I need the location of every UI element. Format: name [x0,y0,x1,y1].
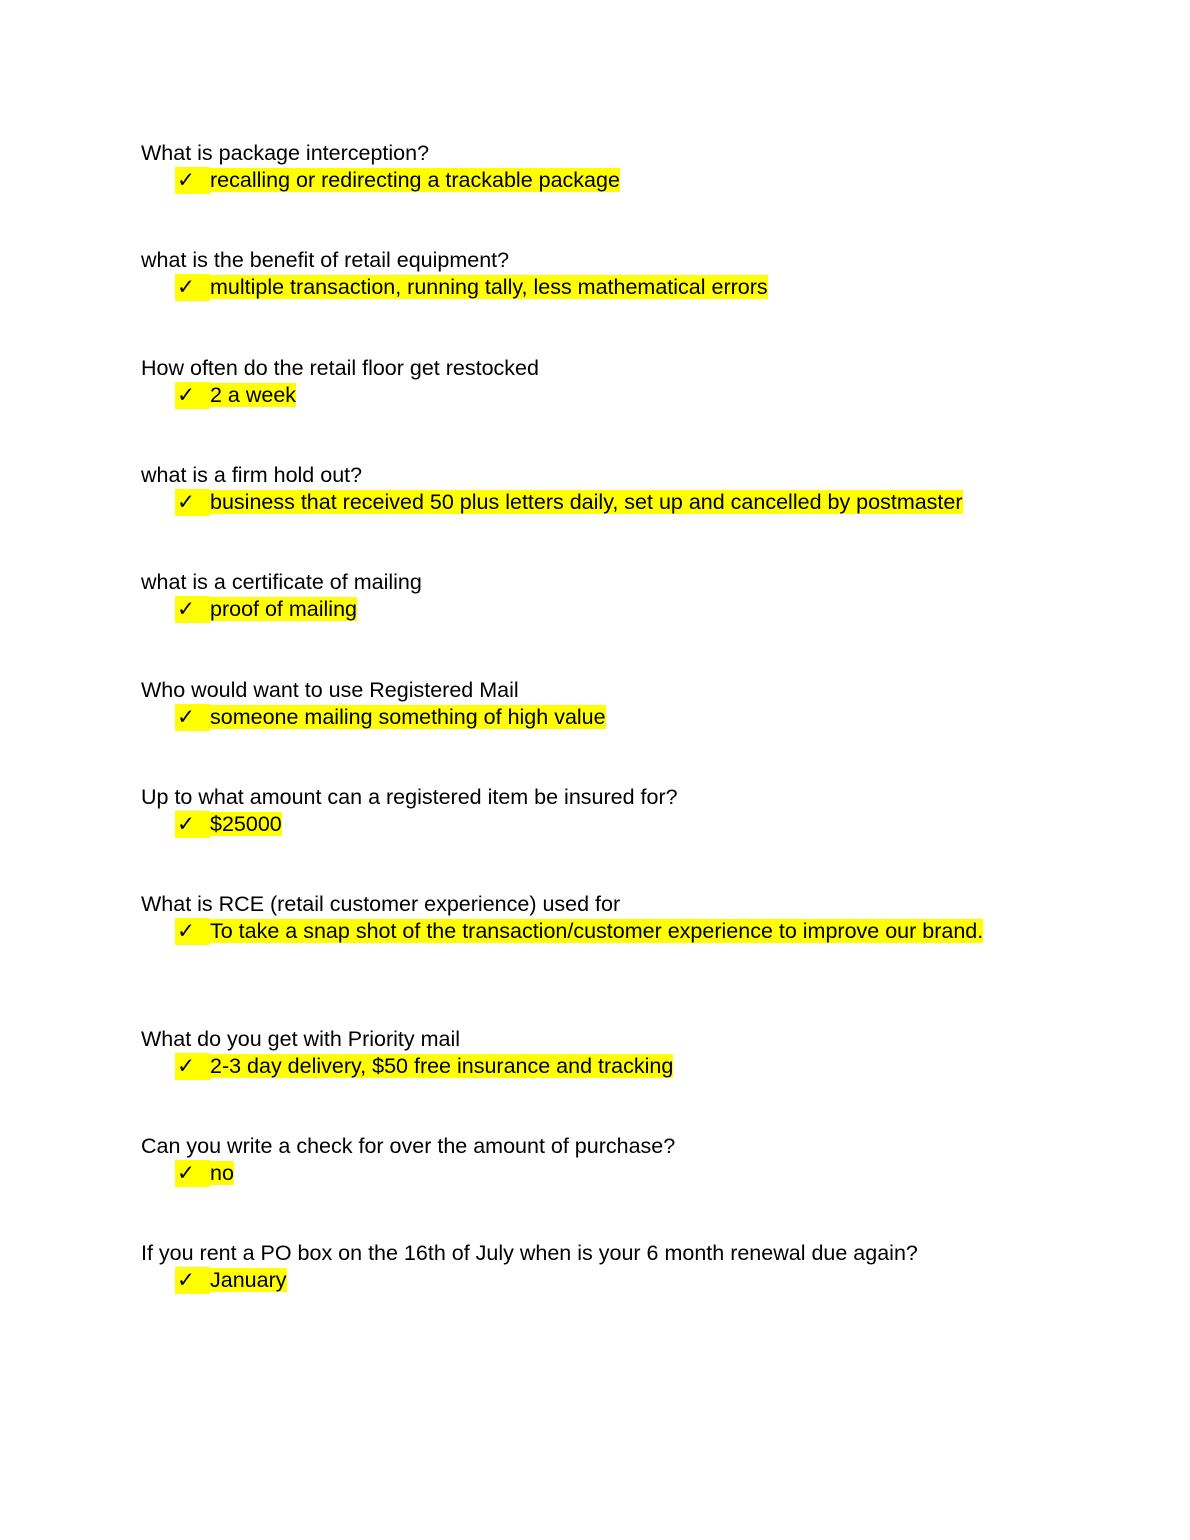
question-text: Up to what amount can a registered item be insured for? [141,785,678,809]
answer-row [175,596,1041,623]
checkmark-icon: ✓ [175,1160,210,1187]
qa-item [141,140,1041,194]
answer-row [175,489,1041,516]
answer-text: 2-3 day delivery, $50 free insurance and tracking [210,1054,674,1078]
answer-text-wrap [210,918,990,945]
question-text: How often do the retail floor get restocked [141,356,539,380]
checkmark-icon: ✓ [175,918,210,945]
answer-row [175,1053,1041,1080]
qa-item [141,784,1041,838]
checkmark-icon: ✓ [175,274,210,301]
checkmark-icon: ✓ [175,811,210,838]
answer-text-wrap [210,1160,234,1187]
answer-text: no [210,1161,234,1185]
answer-row [175,1160,1041,1187]
answer-text: 2 a week [210,383,297,407]
qa-item [141,891,1041,945]
qa-item [141,569,1041,623]
answer-text: business that received 50 plus letters daily, set up and cancelled by postmaster [210,490,963,514]
question-text: What is package interception? [141,141,430,165]
answer-text-wrap [210,1267,287,1294]
checkmark-icon: ✓ [175,382,210,409]
answer-row [175,274,1041,301]
question-text: What do you get with Priority mail [141,1027,461,1051]
qa-item [141,355,1041,409]
answer-text-wrap [210,596,357,623]
answer-row [175,918,1041,945]
answer-text-wrap [210,1053,673,1080]
question-text: What is RCE (retail customer experience) used for [141,892,621,916]
checkmark-icon: ✓ [175,1267,210,1294]
qa-item [141,1133,1041,1187]
qa-item [141,677,1041,731]
answer-text: multiple transaction, running tally, less mathematical errors [210,275,768,299]
answer-text-wrap [210,704,606,731]
answer-text-wrap [210,167,620,194]
question-text: what is a firm hold out? [141,463,363,487]
answer-text-wrap [210,811,282,838]
answer-text: To take a snap shot of the transaction/customer experience to improve our brand. [210,919,984,943]
checkmark-icon: ✓ [175,596,210,623]
answer-row [175,1267,1041,1294]
answer-row [175,382,1041,409]
answer-text-wrap [210,382,296,409]
question-text: If you rent a PO box on the 16th of July when is your 6 month renewal due again? [141,1241,918,1265]
question-text: what is the benefit of retail equipment? [141,248,510,272]
checkmark-icon: ✓ [175,1053,210,1080]
answer-text: recalling or redirecting a trackable package [210,168,620,192]
question-text: Who would want to use Registered Mail [141,678,519,702]
checkmark-icon: ✓ [175,167,210,194]
qa-item [141,247,1041,301]
checkmark-icon: ✓ [175,704,210,731]
answer-text-wrap [210,489,963,516]
qa-item [141,1240,1041,1294]
answer-text: proof of mailing [210,597,357,621]
question-text: what is a certificate of mailing [141,570,422,594]
checkmark-icon: ✓ [175,489,210,516]
answer-row [175,811,1041,838]
qa-item [141,462,1041,516]
answer-row [175,167,1041,194]
qa-item [141,1026,1041,1080]
answer-text-wrap [210,274,768,301]
answer-text: someone mailing something of high value [210,705,606,729]
question-text: Can you write a check for over the amount of purchase? [141,1134,676,1158]
answer-text: $25000 [210,812,282,836]
answer-text: January [210,1268,287,1292]
answer-row [175,704,1041,731]
